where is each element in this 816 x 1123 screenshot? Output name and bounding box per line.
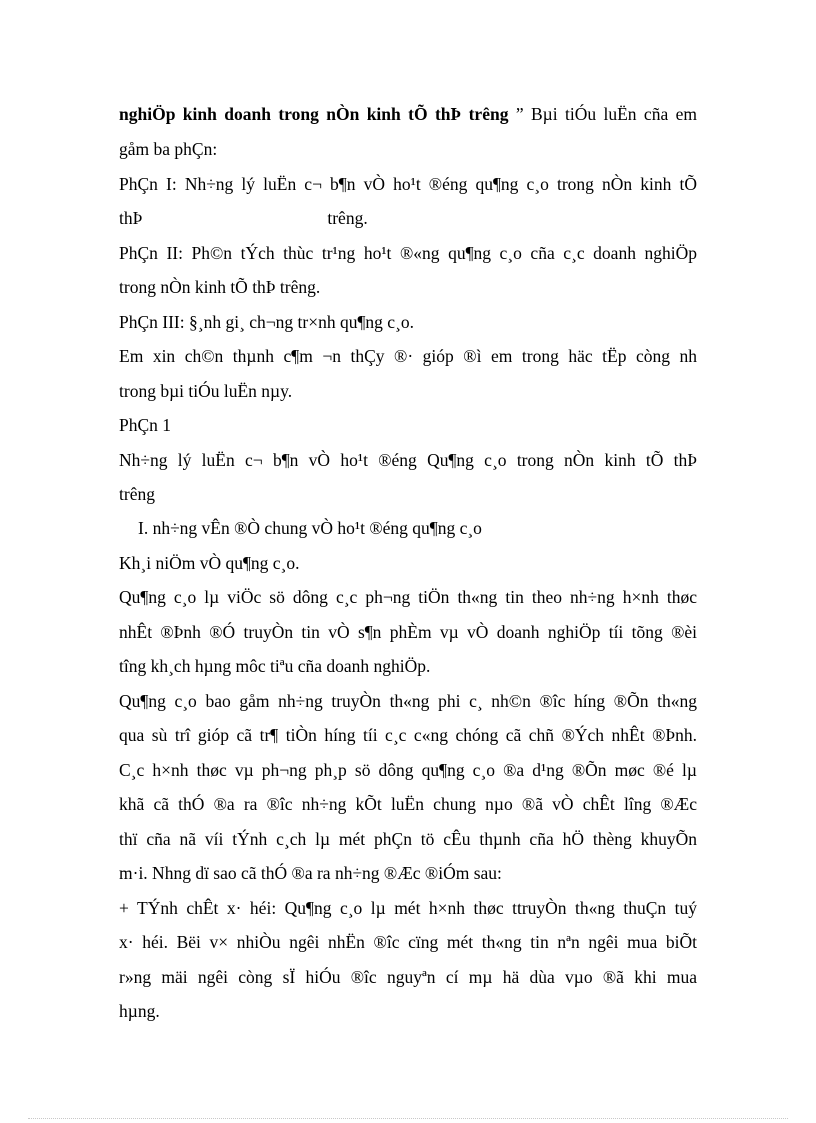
paragraph-line: Qu¶ng c¸o lµ viÖc sö dông c¸c ph¬ng tiÖn th«ng tin theo nh÷ng h×nh thøc xyxy=(119,587,697,607)
text-line: gåm ba phÇn: xyxy=(119,139,218,159)
paragraph-line: Qu¶ng c¸o bao gåm nh÷ng truyÒn th«ng phi c¸ nh©n ®îc híng ®Õn th«ng xyxy=(119,691,697,711)
text-line: trêng xyxy=(119,484,155,504)
section-heading: PhÇn II: Ph©n tÝch thùc tr¹ng ho¹t ®«ng qu¶ng c¸o cña c¸c doanh nghiÖp xyxy=(119,243,697,263)
chapter-title: PhÇn 1 xyxy=(119,415,172,435)
paragraph-line: C¸c h×nh thøc vµ ph¬ng ph¸p sö dông qu¶ng c¸o ®a d¹ng ®Õn møc ®é lµ xyxy=(119,760,697,780)
paragraph-line: tîng kh¸ch hµng môc tiªu cña doanh nghiÖp. xyxy=(119,656,431,676)
paragraph-line: qua sù trî gióp cã tr¶ tiÒn híng tíi c¸c c«ng chóng cã chñ ®Ých nhÊt ®Þnh. xyxy=(119,725,697,745)
subsection-heading: I. nh÷ng vÊn ®Ò chung vÒ ho¹t ®éng qu¶ng c¸o xyxy=(138,518,482,538)
section-heading: PhÇn III: §¸nh gi¸ ch¬ng tr×nh qu¶ng c¸o. xyxy=(119,312,414,332)
text-line: Em xin ch©n thµnh c¶m ¬n thÇy ®· gióp ®ì em trong häc tËp còng nh xyxy=(119,346,697,366)
bold-phrase: nghiÖp kinh doanh trong nÒn kinh tÕ thÞ trêng xyxy=(119,104,509,124)
paragraph-line: hµng. xyxy=(119,1001,160,1021)
paragraph-line: nhÊt ®Þnh ®Ó truyÒn tin vÒ s¶n phÈm vµ vÒ doanh nghiÖp tíi tõng ®èi xyxy=(119,622,697,642)
chapter-heading: Nh÷ng lý luËn c¬ b¶n vÒ ho¹t ®éng Qu¶ng c¸o trong nÒn kinh tÕ thÞ xyxy=(119,450,697,470)
text-line: trong nÒn kinh tÕ thÞ trêng. xyxy=(119,277,321,297)
paragraph-line: thï cña nã víi tÝnh c¸ch lµ mét phÇn tö cÊu thµnh cña hÖ thèng khuyÕn xyxy=(119,829,697,849)
text-line: thÞ trêng. xyxy=(119,208,368,228)
paragraph-line: m·i. Nhng dï sao cã thÓ ®a ra nh÷ng ®Æc ®iÓm sau: xyxy=(119,863,502,883)
text-line: trong bµi tiÓu luËn nµy. xyxy=(119,381,293,401)
subsection-heading: Kh¸i niÖm vÒ qu¶ng c¸o. xyxy=(119,553,300,573)
paragraph-line: r»ng mäi ngêi còng sÏ hiÓu ®îc nguyªn cí mµ hä dùa vµo ®ã khi mua xyxy=(119,967,697,987)
section-heading: PhÇn I: Nh÷ng lý luËn c¬ b¶n vÒ ho¹t ®éng qu¶ng c¸o trong nÒn kinh tÕ xyxy=(119,174,697,194)
page-bottom-divider xyxy=(28,1118,788,1119)
paragraph-line: khã cã thÓ ®a ra ®îc nh÷ng kÕt luËn chung nµo ®ã vÒ chÊt lîng ®Æc xyxy=(119,794,697,814)
paragraph-line: x· héi. Bëi v× nhiÒu ngêi nhËn ®îc cïng mét th«ng tin nªn ngêi mua biÕt xyxy=(119,932,697,952)
bullet-line: + TÝnh chÊt x· héi: Qu¶ng c¸o lµ mét h×nh thøc ttruyÒn th«ng thuÇn tuý xyxy=(119,898,697,918)
text-line: nghiÖp kinh doanh trong nÒn kinh tÕ thÞ trêng ” Bµi tiÓu luËn cña em xyxy=(119,104,697,124)
